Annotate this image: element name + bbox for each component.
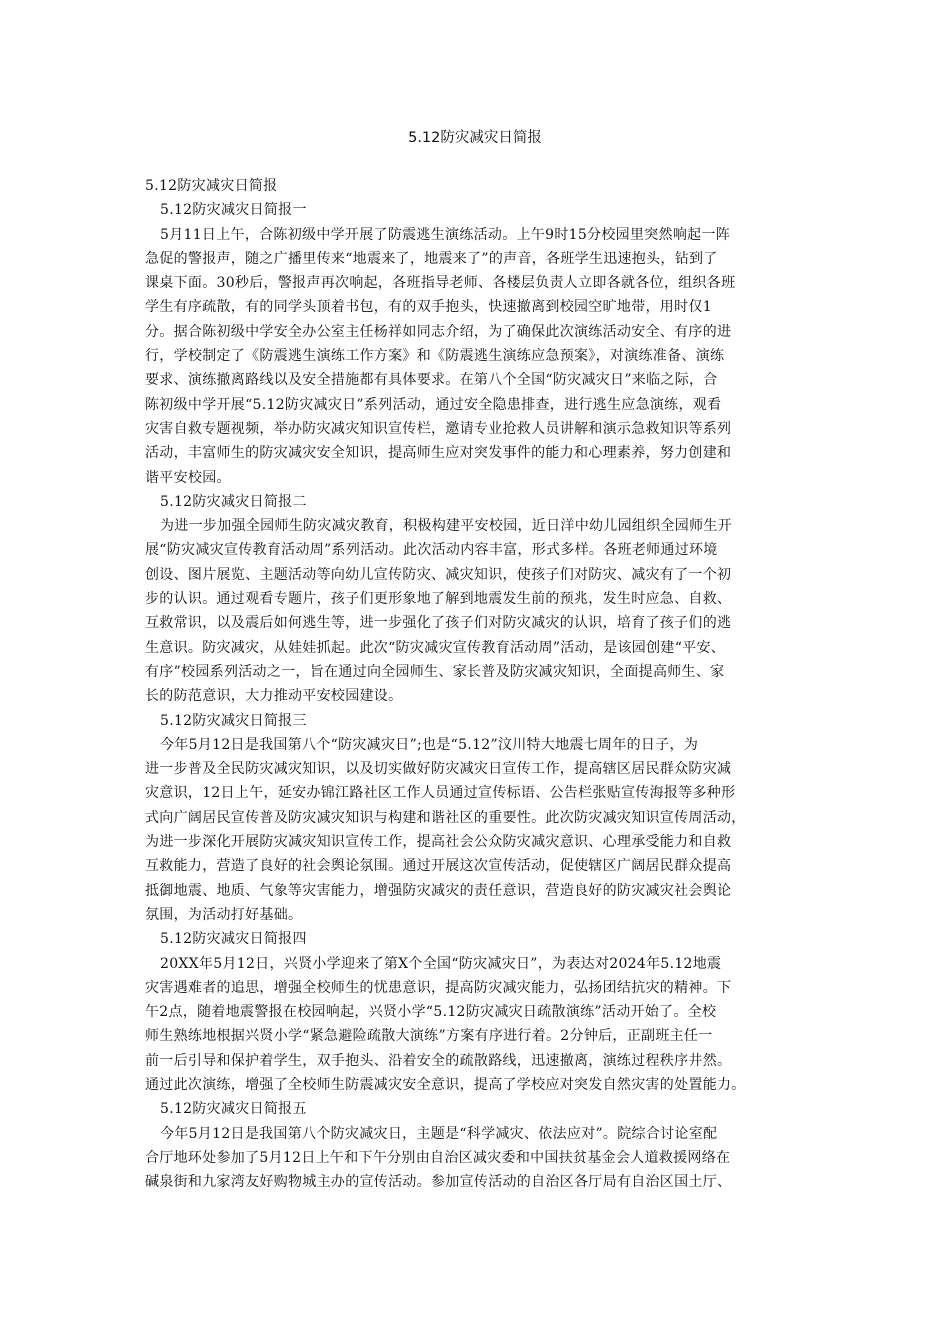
text-line: 抵御地震、地质、气象等灾害能力，增强防灾减灾的责任意识，营造良好的防灾减灾社会舆论 (145, 882, 732, 899)
text-line: 午2点，随着地震警报在校园响起，兴贤小学“5.12防灾减灾日疏散演练”活动开始了。全校 (145, 1004, 717, 1021)
text-line: 互救常识，以及震后如何逃生等，进一步强化了孩子们对防灾减灾的认识，培育了孩子们的逃 (145, 615, 732, 632)
text-line: 今年5月12日是我国第八个防灾减灾日，主题是“科学减灾、依法应对”。院综合讨论室配 (160, 1125, 718, 1142)
text-line: 步的认识。通过观看专题片，孩子们更形象地了解到地震发生前的预兆，发生时应急、自救、 (145, 591, 732, 608)
text-line: 通过此次演练，增强了全校师生防震减灾安全意识，提高了学校应对突发自然灾害的处置能力。 (145, 1076, 746, 1093)
text-line: 氛围，为活动打好基础。 (145, 906, 303, 923)
document-body (145, 174, 805, 1194)
text-line: 行，学校制定了《防震逃生演练工作方案》和《防震逃生演练应急预案》，对演练准备、演练 (145, 348, 725, 365)
text-line: 互救能力，营造了良好的社会舆论氛围。通过开展这次宣传活动，促使辖区广阔居民群众提高 (145, 858, 732, 875)
text-line: 进一步普及全民防灾减灾知识，以及切实做好防灾减灾日宣传工作，提高辖区居民群众防灾减 (145, 761, 732, 778)
text-line: 灾意识，12日上午，延安办锦江路社区工作人员通过宣传标语、公告栏张贴宣传海报等多种形 (145, 785, 736, 802)
text-line: 展“防灾减灾宣传教育活动周”系列活动。此次活动内容丰富，形式多样。各班老师通过环境 (145, 542, 718, 559)
text-line: 20XX年5月12日，兴贤小学迎来了第X个全国“防灾减灾日”，为表达对2024年5.12地震 (160, 955, 722, 972)
text-line: 为进一步加强全园师生防灾减灾教育，积极构建平安校园，近日洋中幼儿园组织全园师生开 (160, 518, 732, 535)
text-line: 创设、图片展览、主题活动等向幼儿宣传防灾、减灾知识，使孩子们对防灾、减灾有了一个初 (145, 566, 732, 583)
text-line: 师生熟练地根据兴贤小学“紧急避险疏散大演练”方案有序进行着。2分钟后，正副班主任一 (145, 1028, 713, 1045)
text-line: 5.12防灾减灾日简报三 (160, 712, 307, 729)
text-line: 5.12防灾减灾日简报 (145, 178, 278, 194)
text-line: 灾害自救专题视频，举办防灾减灾知识宣传栏，邀请专业抢救人员讲解和演示急救知识等系列 (145, 420, 732, 437)
text-line: 前一后引导和保护着学生，双手抱头、沿着安全的疏散路线，迅速撤离，演练过程秩序井然。 (145, 1052, 732, 1069)
text-line: 长的防范意识，大力推动平安校园建设。 (145, 688, 403, 705)
text-line: 谐平安校园。 (145, 469, 231, 486)
text-line: 陈初级中学开展“5.12防灾减灾日”系列活动，通过安全隐患排查，进行逃生应急演练，观看 (145, 396, 722, 413)
text-line: 5.12防灾减灾日简报四 (160, 931, 307, 948)
text-line: 活动，丰富师生的防灾减灾安全知识，提高师生应对突发事件的能力和心理素养，努力创建和 (145, 445, 732, 462)
text-line: 5.12防灾减灾日简报二 (160, 493, 307, 510)
text-line: 课桌下面。30秒后，警报声再次响起，各班指导老师、各楼层负责人立即各就各位，组织各班 (145, 275, 736, 292)
text-line: 为进一步深化开展防灾减灾知识宣传工作，提高社会公众防灾减灾意识、心理承受能力和自救 (145, 834, 732, 851)
text-line: 碱泉街和九家湾友好购物城主办的宣传活动。参加宣传活动的自治区各厅局有自治区国土厅、 (145, 1174, 732, 1191)
text-line: 灾害遇难者的追思，增强全校师生的忧患意识，提高防灾减灾能力，弘扬团结抗灾的精神。下 (145, 979, 732, 996)
text-line: 生意识。防灾减灾，从娃娃抓起。此次“防灾减灾宣传教育活动周”活动，是该园创建“平安、 (145, 639, 726, 656)
text-line: 5.12防灾减灾日简报一 (160, 202, 307, 219)
text-line: 式向广阔居民宣传普及防灾减灾知识与构建和谐社区的重要性。此次防灾减灾知识宣传周活动， (145, 809, 746, 826)
text-line: 有序”校园系列活动之一，旨在通过向全园师生、家长普及防灾减灾知识，全面提高师生、家 (145, 663, 725, 680)
text-line: 分。据合陈初级中学安全办公室主任杨祥如同志介绍，为了确保此次演练活动安全、有序的进 (145, 323, 732, 340)
text-line: 5.12防灾减灾日简报五 (160, 1101, 307, 1118)
document-title: 5.12防灾减灾日简报 (408, 130, 542, 146)
text-line: 今年5月12日是我国第八个“防灾减灾日”;也是“5.12”汶川特大地震七周年的日子，为 (160, 736, 699, 753)
text-line: 要求、演练撤离路线以及安全措施都有具体要求。在第八个全国“防灾减灾日”来临之际，合 (145, 372, 718, 389)
text-line: 合厅地环处参加了5月12日上午和下午分别由自治区减灾委和中国扶贫基金会人道救援网络在 (145, 1149, 731, 1166)
text-line: 学生有序疏散，有的同学头顶着书包，有的双手抱头，快速撤离到校园空旷地带，用时仅1 (145, 299, 712, 316)
text-line: 急促的警报声，随之广播里传来“地震来了，地震来了”的声音，各班学生迅速抱头，钻到了 (145, 250, 718, 267)
text-line: 5月11日上午，合陈初级中学开展了防震逃生演练活动。上午9时15分校园里突然响起一阵 (160, 226, 731, 243)
